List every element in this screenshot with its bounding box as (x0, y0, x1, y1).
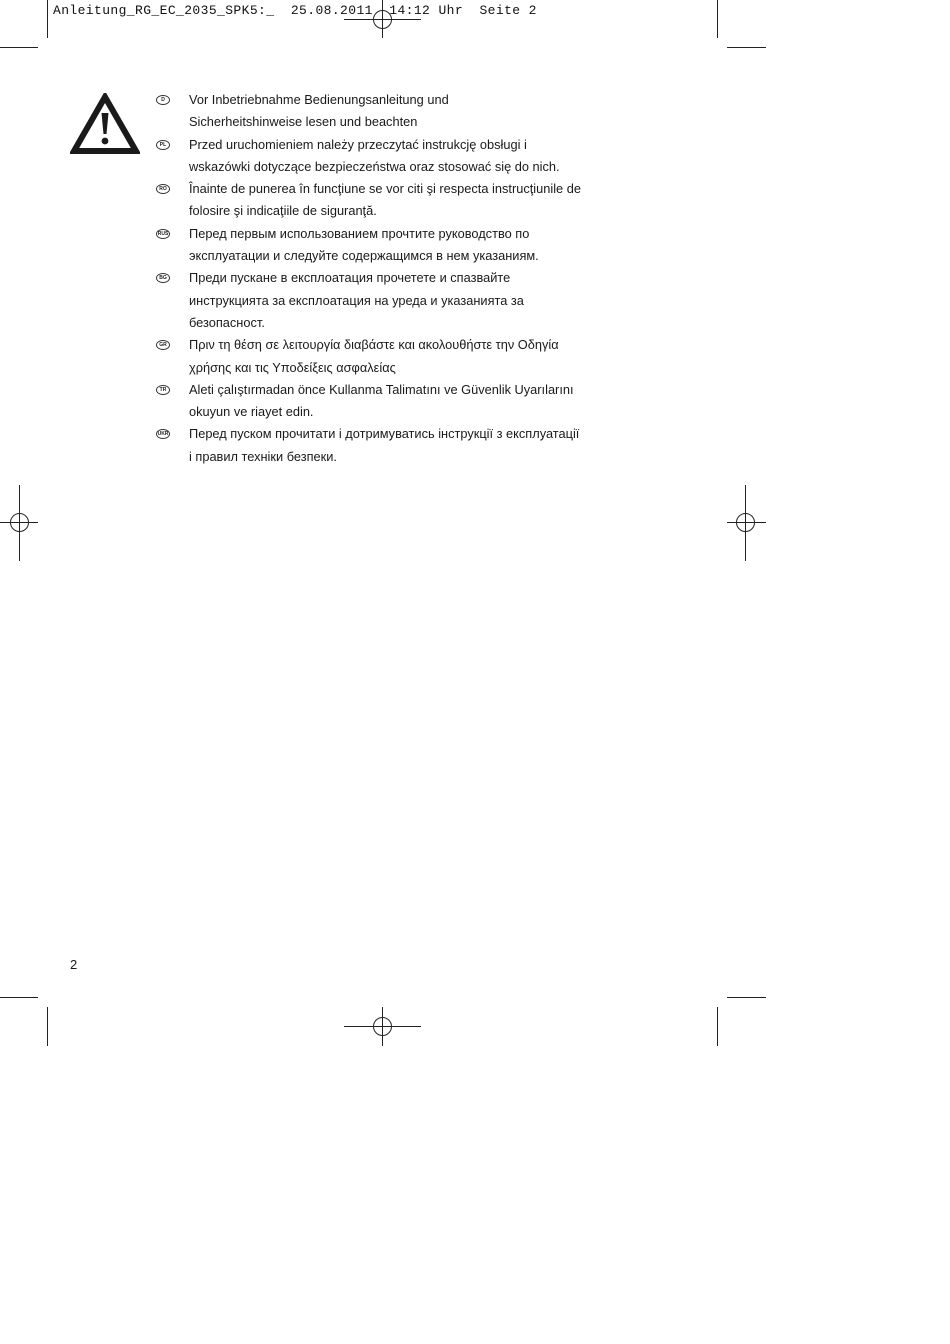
notice-line: Sicherheitshinweise lesen und beachten (189, 114, 418, 130)
safety-notice-de (156, 89, 616, 134)
notice-line: Перед пуском прочитати і дотримуватись інструкції з експлуатації (189, 426, 580, 442)
notice-line: Aleti çalıştırmadan önce Kullanma Talimatını ve Güvenlik Uyarılarını (189, 381, 574, 397)
notice-line: эксплуатации и следуйте содержащимся в нем указаниям. (189, 248, 539, 264)
safety-notice-ro (156, 178, 616, 223)
warning-triangle-icon (70, 93, 140, 155)
notice-line: wskazówki dotyczące bezpieczeństwa oraz stosować się do nich. (189, 158, 560, 174)
language-badge: TR (156, 385, 170, 395)
safety-notice-list (156, 89, 616, 468)
notice-line: Перед первым использованием прочтите руководство по (189, 225, 530, 241)
notice-line: і правил техніки безпеки. (189, 448, 337, 464)
language-badge: GR (156, 340, 170, 350)
notice-line: Πριν τη θέση σε λειτουργία διαβάστε και ακολουθήστε την Οδηγία (189, 337, 559, 353)
notice-line: folosire şi indicaţiile de siguranţă. (189, 203, 377, 219)
page-number: 2 (70, 957, 78, 972)
safety-notice-tr (156, 379, 616, 424)
language-badge: BG (156, 273, 170, 283)
safety-notice-gr (156, 334, 616, 379)
notice-line: Înainte de punerea în funcţiune se vor citi şi respecta instrucţiunile de (189, 181, 581, 197)
notice-line: инструкцията за експлоатация на уреда и указанията за (189, 292, 524, 308)
safety-notice-ukr (156, 423, 616, 468)
safety-notice-pl (156, 134, 616, 179)
language-badge: RUS (157, 230, 169, 237)
notice-line: Vor Inbetriebnahme Bedienungsanleitung und (189, 92, 449, 107)
notice-line: безопасност. (189, 314, 265, 330)
notice-line: Przed uruchomieniem należy przeczytać instrukcję obsługi i (189, 136, 527, 152)
safety-notice-rus (156, 223, 616, 268)
language-badge: UKR (157, 431, 169, 438)
language-badge: D (156, 95, 170, 105)
notice-line: χρήσης και τις Υποδείξεις ασφαλείας (189, 359, 396, 375)
safety-notice-bg (156, 267, 616, 334)
notice-line: Преди пускане в експлоатация прочетете и спазвайте (189, 270, 511, 286)
notice-line: okuyun ve riayet edin. (189, 404, 314, 420)
language-badge: RO (156, 184, 170, 194)
print-slug: Anleitung_RG_EC_2035_SPK5:_ 25.08.2011 14:12 Uhr Seite 2 (53, 3, 537, 18)
language-badge: PL (156, 140, 170, 150)
